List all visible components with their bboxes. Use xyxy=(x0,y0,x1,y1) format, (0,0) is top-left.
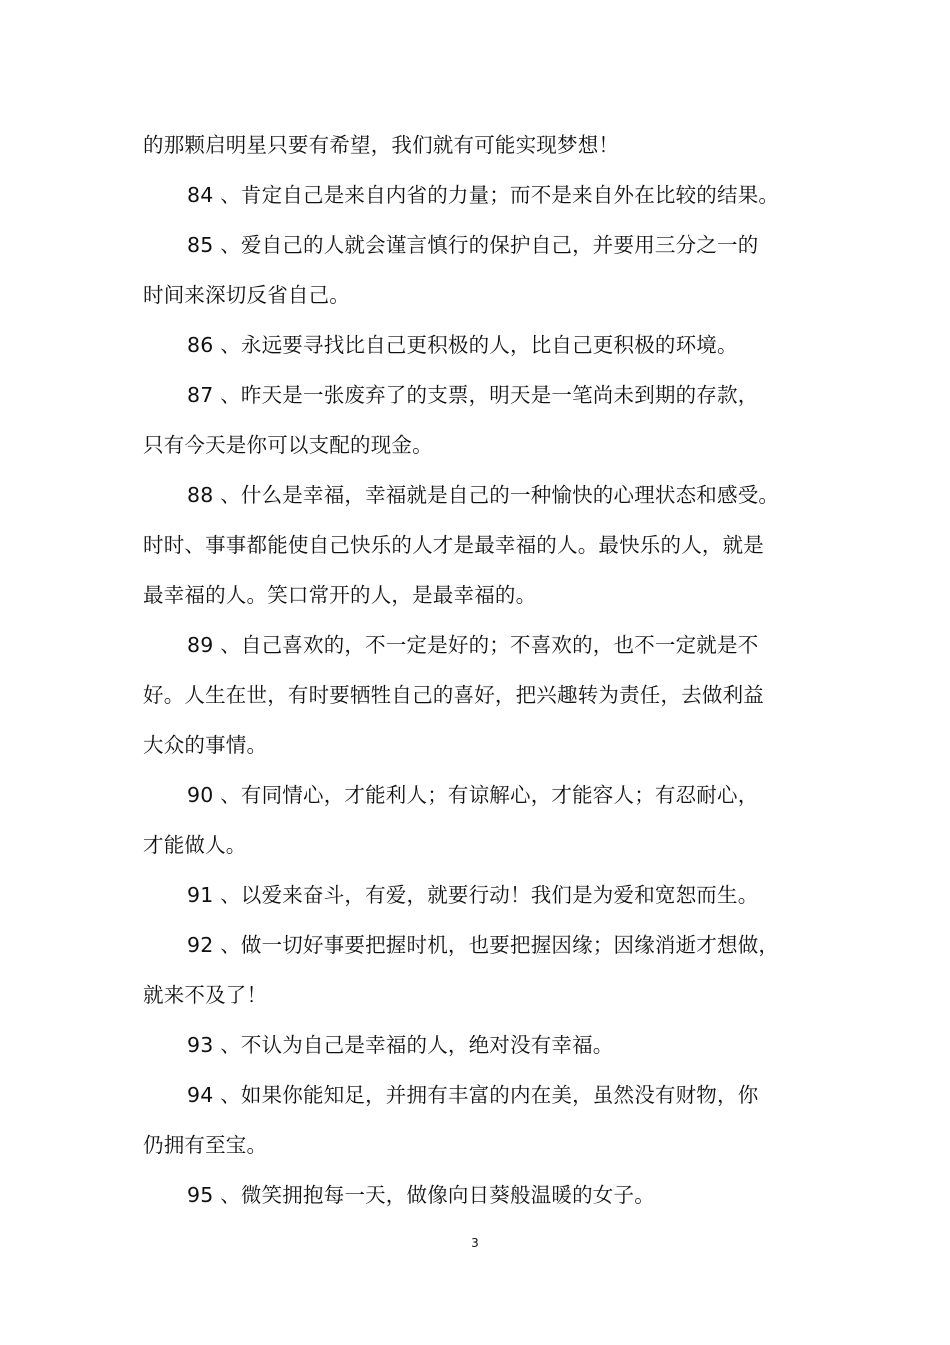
text-line: 的那颗启明星只要有希望，我们就有可能实现梦想！ xyxy=(143,133,620,157)
text-line: 最幸福的人。笑口常开的人，是最幸福的。 xyxy=(143,583,537,607)
text-line: 90 、有同情心，才能利人；有谅解心，才能容人；有忍耐心， xyxy=(187,783,759,807)
text-line: 94 、如果你能知足，并拥有丰富的内在美，虽然没有财物，你 xyxy=(187,1083,759,1107)
text-line: 93 、不认为自己是幸福的人，绝对没有幸福。 xyxy=(187,1033,614,1057)
text-line: 就来不及了！ xyxy=(143,983,268,1007)
page-number: 3 xyxy=(471,1236,479,1250)
text-line: 84 、肯定自己是来自内省的力量；而不是来自外在比较的结果。 xyxy=(187,183,780,207)
text-line: 85 、爱自己的人就会谨言慎行的保护自己，并要用三分之一的 xyxy=(187,233,759,257)
text-line: 只有今天是你可以支配的现金。 xyxy=(143,433,433,457)
text-line: 才能做人。 xyxy=(143,833,247,857)
text-line: 89 、自己喜欢的，不一定是好的；不喜欢的，也不一定就是不 xyxy=(187,633,759,657)
text-line: 86 、永远要寻找比自己更积极的人，比自己更积极的环境。 xyxy=(187,333,738,357)
text-line: 仍拥有至宝。 xyxy=(143,1133,268,1157)
text-line: 92 、做一切好事要把握时机，也要把握因缘；因缘消逝才想做， xyxy=(187,933,780,957)
text-line: 95 、微笑拥抱每一天，做像向日葵般温暖的女子。 xyxy=(187,1183,655,1207)
text-line: 时间来深切反省自己。 xyxy=(143,283,350,307)
text-line: 大众的事情。 xyxy=(143,733,268,757)
text-line: 好。人生在世，有时要牺牲自己的喜好，把兴趣转为责任，去做利益 xyxy=(143,683,764,707)
text-line: 88 、什么是幸福，幸福就是自己的一种愉快的心理状态和感受。 xyxy=(187,483,780,507)
text-line: 87 、昨天是一张废弃了的支票，明天是一笔尚未到期的存款， xyxy=(187,383,759,407)
text-line: 时时、事事都能使自己快乐的人才是最幸福的人。最快乐的人，就是 xyxy=(143,533,764,557)
text-line: 91 、以爱来奋斗，有爱，就要行动！我们是为爱和宽恕而生。 xyxy=(187,883,759,907)
